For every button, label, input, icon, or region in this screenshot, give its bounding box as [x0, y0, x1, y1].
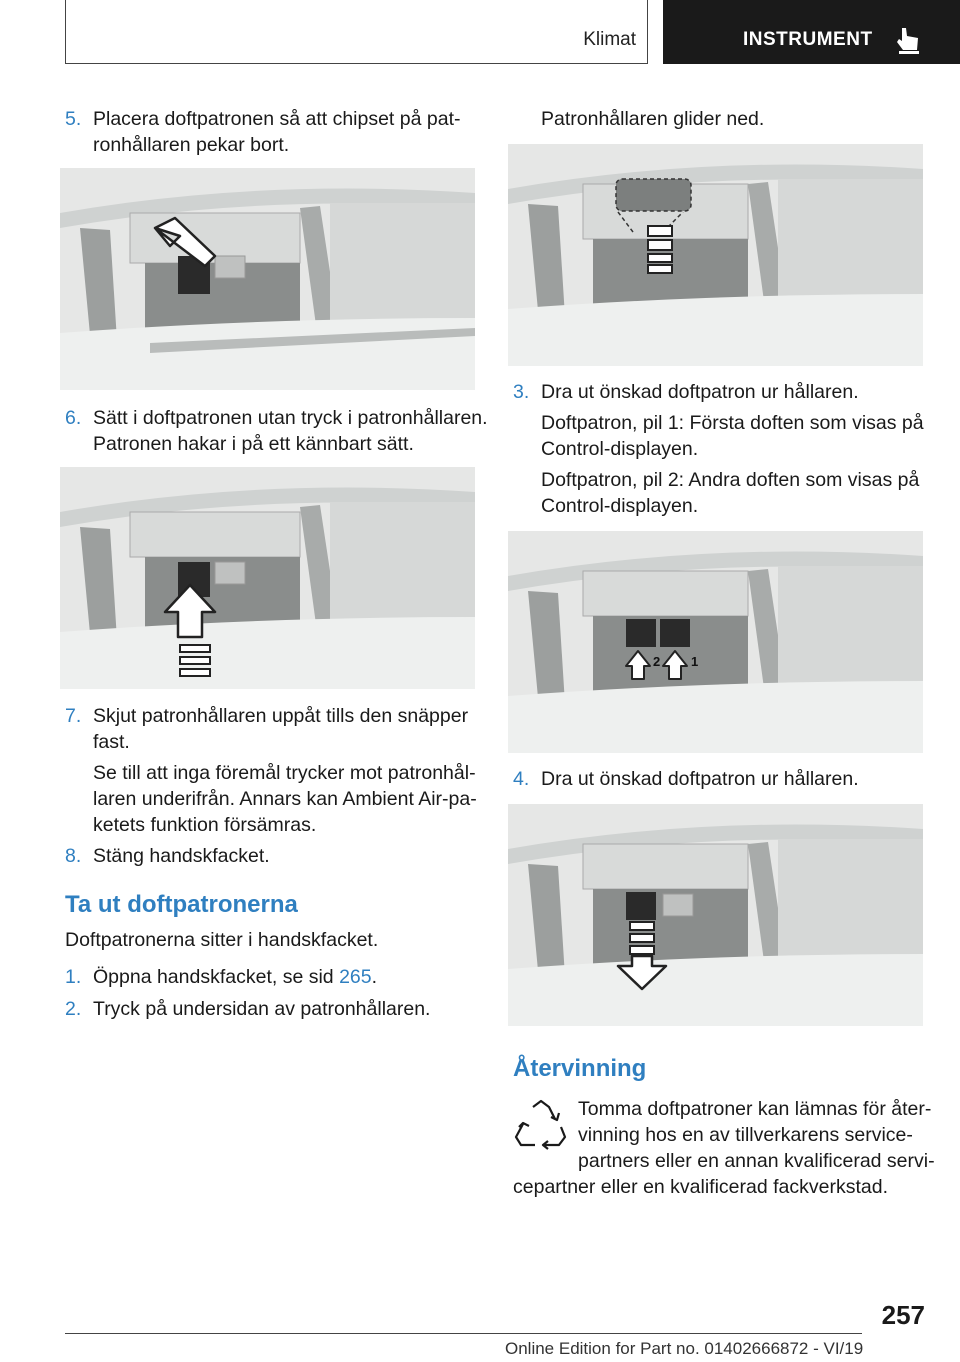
figure-pull-out-cartridge [508, 804, 923, 1026]
recycle-icon [513, 1099, 569, 1151]
figure-holder-slides-down [508, 144, 923, 366]
header-frame [65, 0, 648, 64]
remove-step-2-number: 2. [65, 998, 82, 1020]
remove-step-3-note-2a: Doftpatron, pil 2: Andra doften som visas på [541, 469, 920, 491]
remove-step-3-number: 3. [513, 381, 530, 403]
remove-step-4-text: Dra ut önskad doftpatron ur hållaren. [541, 768, 859, 790]
remove-step-3-text: Dra ut önskad doftpatron ur hållaren. [541, 381, 859, 403]
section-heading-recycling: Återvinning [513, 1055, 647, 1082]
step-5-line-1: Placera doftpatronen så att chipset på pat‐ [93, 108, 461, 130]
step-7-note-1: Se till att inga föremål trycker mot patronhål‐ [93, 762, 476, 784]
remove-step-4-number: 4. [513, 768, 530, 790]
section-intro: Doftpatronerna sitter i handskfacket. [65, 929, 379, 951]
remove-step-3-note-1a: Doftpatron, pil 1: Första doften som visas på [541, 412, 924, 434]
page-number: 257 [881, 1300, 925, 1330]
page-reference-link[interactable]: 265 [339, 966, 372, 988]
step-7-line-2: fast. [93, 731, 130, 753]
recycling-line-2: vinning hos en av tillverkarens service‐ [578, 1124, 913, 1146]
figure-cartridges-numbered [508, 531, 923, 753]
figure-label-2: 2 [653, 654, 661, 669]
chapter-tab[interactable] [663, 0, 960, 64]
step-8-number: 8. [65, 845, 82, 867]
figure-label-1: 1 [691, 654, 699, 669]
figure-push-holder [60, 467, 475, 689]
step-6-line-2: Patronen hakar i på ett kännbart sätt. [93, 433, 414, 455]
recycling-line-3: partners eller en annan kvalificerad servi‐ [578, 1150, 935, 1172]
remove-step-2-text: Tryck på undersidan av patronhållaren. [93, 998, 431, 1020]
remove-step-1-number: 1. [65, 966, 82, 988]
continuation-line: Patronhållaren glider ned. [541, 108, 765, 130]
step-5-line-2: ronhållaren pekar bort. [93, 134, 290, 156]
hand-pointer-icon [895, 26, 921, 54]
figure-insert-cartridge [60, 168, 475, 390]
step-7-number: 7. [65, 705, 82, 727]
remove-step-1-text: Öppna handskfacket, se sid [93, 966, 340, 988]
step-6-line-1: Sätt i doftpatronen utan tryck i patronhållaren. [93, 407, 488, 429]
section-title: Klimat [583, 29, 636, 50]
footer-edition: Online Edition for Part no. 01402666872 - VI/19 [505, 1339, 864, 1358]
remove-step-3-note-2b: Control-displayen. [541, 495, 699, 517]
step-7-note-2: laren underifrån. Annars kan Ambient Air-pa‐ [93, 788, 477, 810]
remove-step-3-note-1b: Control-displayen. [541, 438, 699, 460]
section-heading-remove: Ta ut doftpatronerna [65, 891, 298, 918]
step-8-line-1: Stäng handskfacket. [93, 845, 270, 867]
step-6-number: 6. [65, 407, 82, 429]
step-5-number: 5. [65, 108, 82, 130]
remove-step-1-end: . [371, 966, 378, 988]
remove-step-1 [93, 965, 377, 991]
chapter-title: INSTRUMENT [743, 29, 873, 50]
recycling-line-1: Tomma doftpatroner kan lämnas för åter‐ [578, 1098, 932, 1120]
recycling-line-4: cepartner eller en kvalificerad fackverkstad. [513, 1176, 889, 1198]
step-7-note-3: ketets funktion försämras. [93, 814, 317, 836]
footer-divider [65, 1333, 862, 1334]
step-7-line-1: Skjut patronhållaren uppåt tills den snäpper [93, 705, 469, 727]
